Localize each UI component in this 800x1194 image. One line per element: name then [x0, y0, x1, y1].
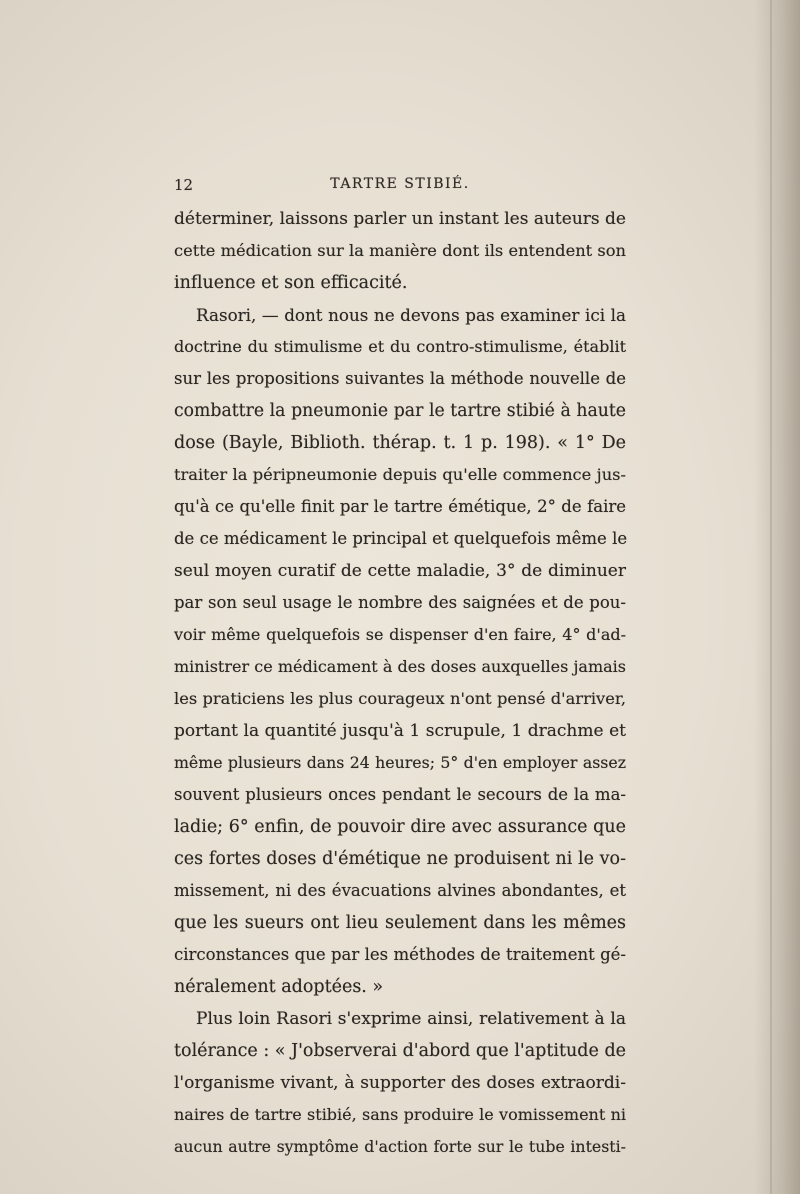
- text-line: influence et son efficacité.: [174, 273, 408, 293]
- text-line: néralement adoptées. »: [174, 977, 384, 997]
- text-line: circonstances que par les méthodes de traitement gé-: [174, 945, 626, 964]
- text-line: Plus loin Rasori s'exprime ainsi, relativement à la: [196, 1009, 626, 1029]
- text-line: combattre la pneumonie par le tartre stibié à haute: [174, 401, 626, 421]
- text-line: naires de tartre stibié, sans produire le vomissement ni: [174, 1105, 626, 1124]
- page-header: [174, 176, 626, 198]
- text-line: doctrine du stimulisme et du contro-stimulisme, établit: [174, 337, 626, 356]
- body-text: [174, 203, 626, 1163]
- page-edge-shadow: [754, 0, 800, 1194]
- text-line: cette médication sur la manière dont ils entendent son: [174, 241, 626, 260]
- text-line: de ce médicament le principal et quelquefois même le: [174, 529, 628, 548]
- text-line: seul moyen curatif de cette maladie, 3° de diminuer: [174, 561, 626, 581]
- text-line: sur les propositions suivantes la méthode nouvelle de: [174, 369, 626, 388]
- page-fold-line: [770, 0, 772, 1194]
- text-line: aucun autre symptôme d'action forte sur le tube intesti-: [174, 1137, 626, 1156]
- text-line: qu'à ce qu'elle finit par le tartre émétique, 2° de faire: [174, 497, 626, 516]
- text-line: ministrer ce médicament à des doses auxquelles jamais: [174, 657, 626, 676]
- text-line: par son seul usage le nombre des saignées et de pou-: [174, 593, 626, 612]
- text-line: l'organisme vivant, à supporter des doses extraordi-: [174, 1073, 626, 1093]
- text-line: déterminer, laissons parler un instant les auteurs de: [174, 209, 626, 229]
- text-line: ces fortes doses d'émétique ne produisent ni le vo-: [174, 849, 626, 869]
- text-line: souvent plusieurs onces pendant le secours de la ma-: [174, 785, 626, 804]
- page-number: 12: [174, 176, 194, 194]
- text-line: Rasori, — dont nous ne devons pas examiner ici la: [196, 305, 626, 325]
- text-line: dose (Bayle, Biblioth. thérap. t. 1 p. 198). « 1° De: [174, 433, 626, 453]
- text-line: missement, ni des évacuations alvines abondantes, et: [174, 881, 626, 900]
- text-line: les praticiens les plus courageux n'ont pensé d'arriver,: [174, 689, 626, 708]
- text-line: tolérance : « J'observerai d'abord que l'aptitude de: [174, 1041, 626, 1061]
- text-line: portant la quantité jusqu'à 1 scrupule, 1 drachme et: [174, 721, 626, 741]
- text-line: ladie; 6° enfin, de pouvoir dire avec assurance que: [174, 817, 626, 837]
- text-line: que les sueurs ont lieu seulement dans les mêmes: [174, 913, 626, 933]
- text-line: voir même quelquefois se dispenser d'en faire, 4° d'ad-: [174, 625, 626, 644]
- text-line: traiter la péripneumonie depuis qu'elle commence jus-: [174, 465, 626, 484]
- running-title: TARTRE STIBIÉ.: [330, 176, 470, 192]
- text-line: même plusieurs dans 24 heures; 5° d'en employer assez: [174, 753, 626, 772]
